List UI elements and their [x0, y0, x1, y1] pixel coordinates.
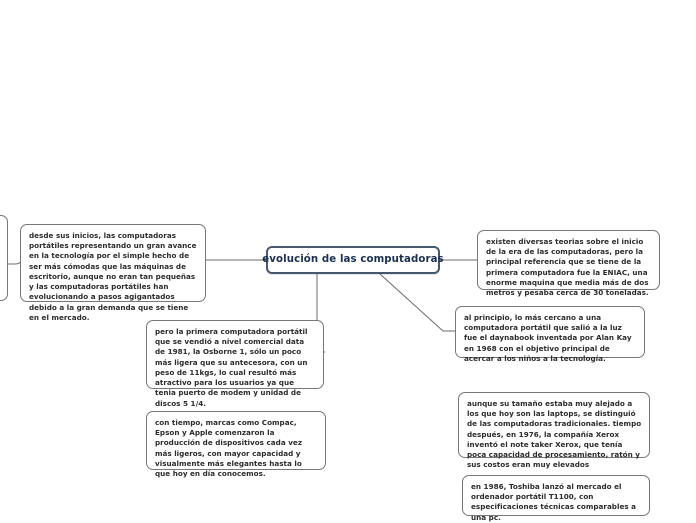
root-node-evolucion-de-las-computadoras[interactable]: evolución de las computadoras	[266, 246, 440, 274]
node-en-1986-toshiba[interactable]: en 1986, Toshiba lanzó al mercado el ordenador portátil T1100, con especificaciones técnicas comparables a una pc.	[462, 475, 650, 516]
node-al-principio[interactable]: al principio, lo más cercano a una computadora portátil que salió a la luz fue el daynabook inventada por Alan Kay en 1968 con el objetivo principal de acercar a los niños a la tecnología.	[455, 306, 645, 358]
node-existen-diversas-teorias[interactable]: existen diversas teorias sobre el inicio de la era de las computadoras, pero la principal referencia que se tiene de la primera computadora fue la ENIAC, una enorme maquina que media más de dos metros y pesaba cerca de 30 toneladas.	[477, 230, 660, 290]
connector-root-to-alprincipio	[380, 274, 455, 331]
connector-clipped-to-desde	[8, 262, 20, 264]
node-con-tiempo-marcas[interactable]: con tiempo, marcas como Compac, Epson y Apple comenzaron la producción de dispositivos cada vez más ligeros, con mayor capacidad y visualmente más elegantes hasta lo que hoy en día conocemos.	[146, 411, 326, 470]
node-desde-sus-inicios[interactable]: desde sus inicios, las computadoras portátiles representando un gran avance en la tecnología por el simple hecho de ser más cómodas que las máquinas de escritorio, aunque no eran tan pequeñas y las computadoras portátiles han evolucionando a pasos agigantados debido a la gran demanda que se tiene en el mercado.	[20, 224, 206, 302]
node-pero-la-primera-computadora[interactable]: pero la primera computadora portátil que se vendió a nivel comercial data de 1981, la Osborne 1, sólo un poco más ligera que su antecesora, con un peso de 11kgs, lo cual resultó más atractivo para los usuarios ya que tenia puerto de modem y unidad de discos 5 1/4.	[146, 320, 324, 389]
node-aunque-su-tamano[interactable]: aunque su tamaño estaba muy alejado a los que hoy son las laptops, se distinguió de las computadoras tradicionales. tiempo después, en 1976, la compañía Xerox inventó el note taker Xerox, que tenía poca capacidad de procesamiento, ratón y sus costos eran muy elevados	[458, 392, 650, 458]
node-clipped-left[interactable]	[0, 215, 8, 301]
